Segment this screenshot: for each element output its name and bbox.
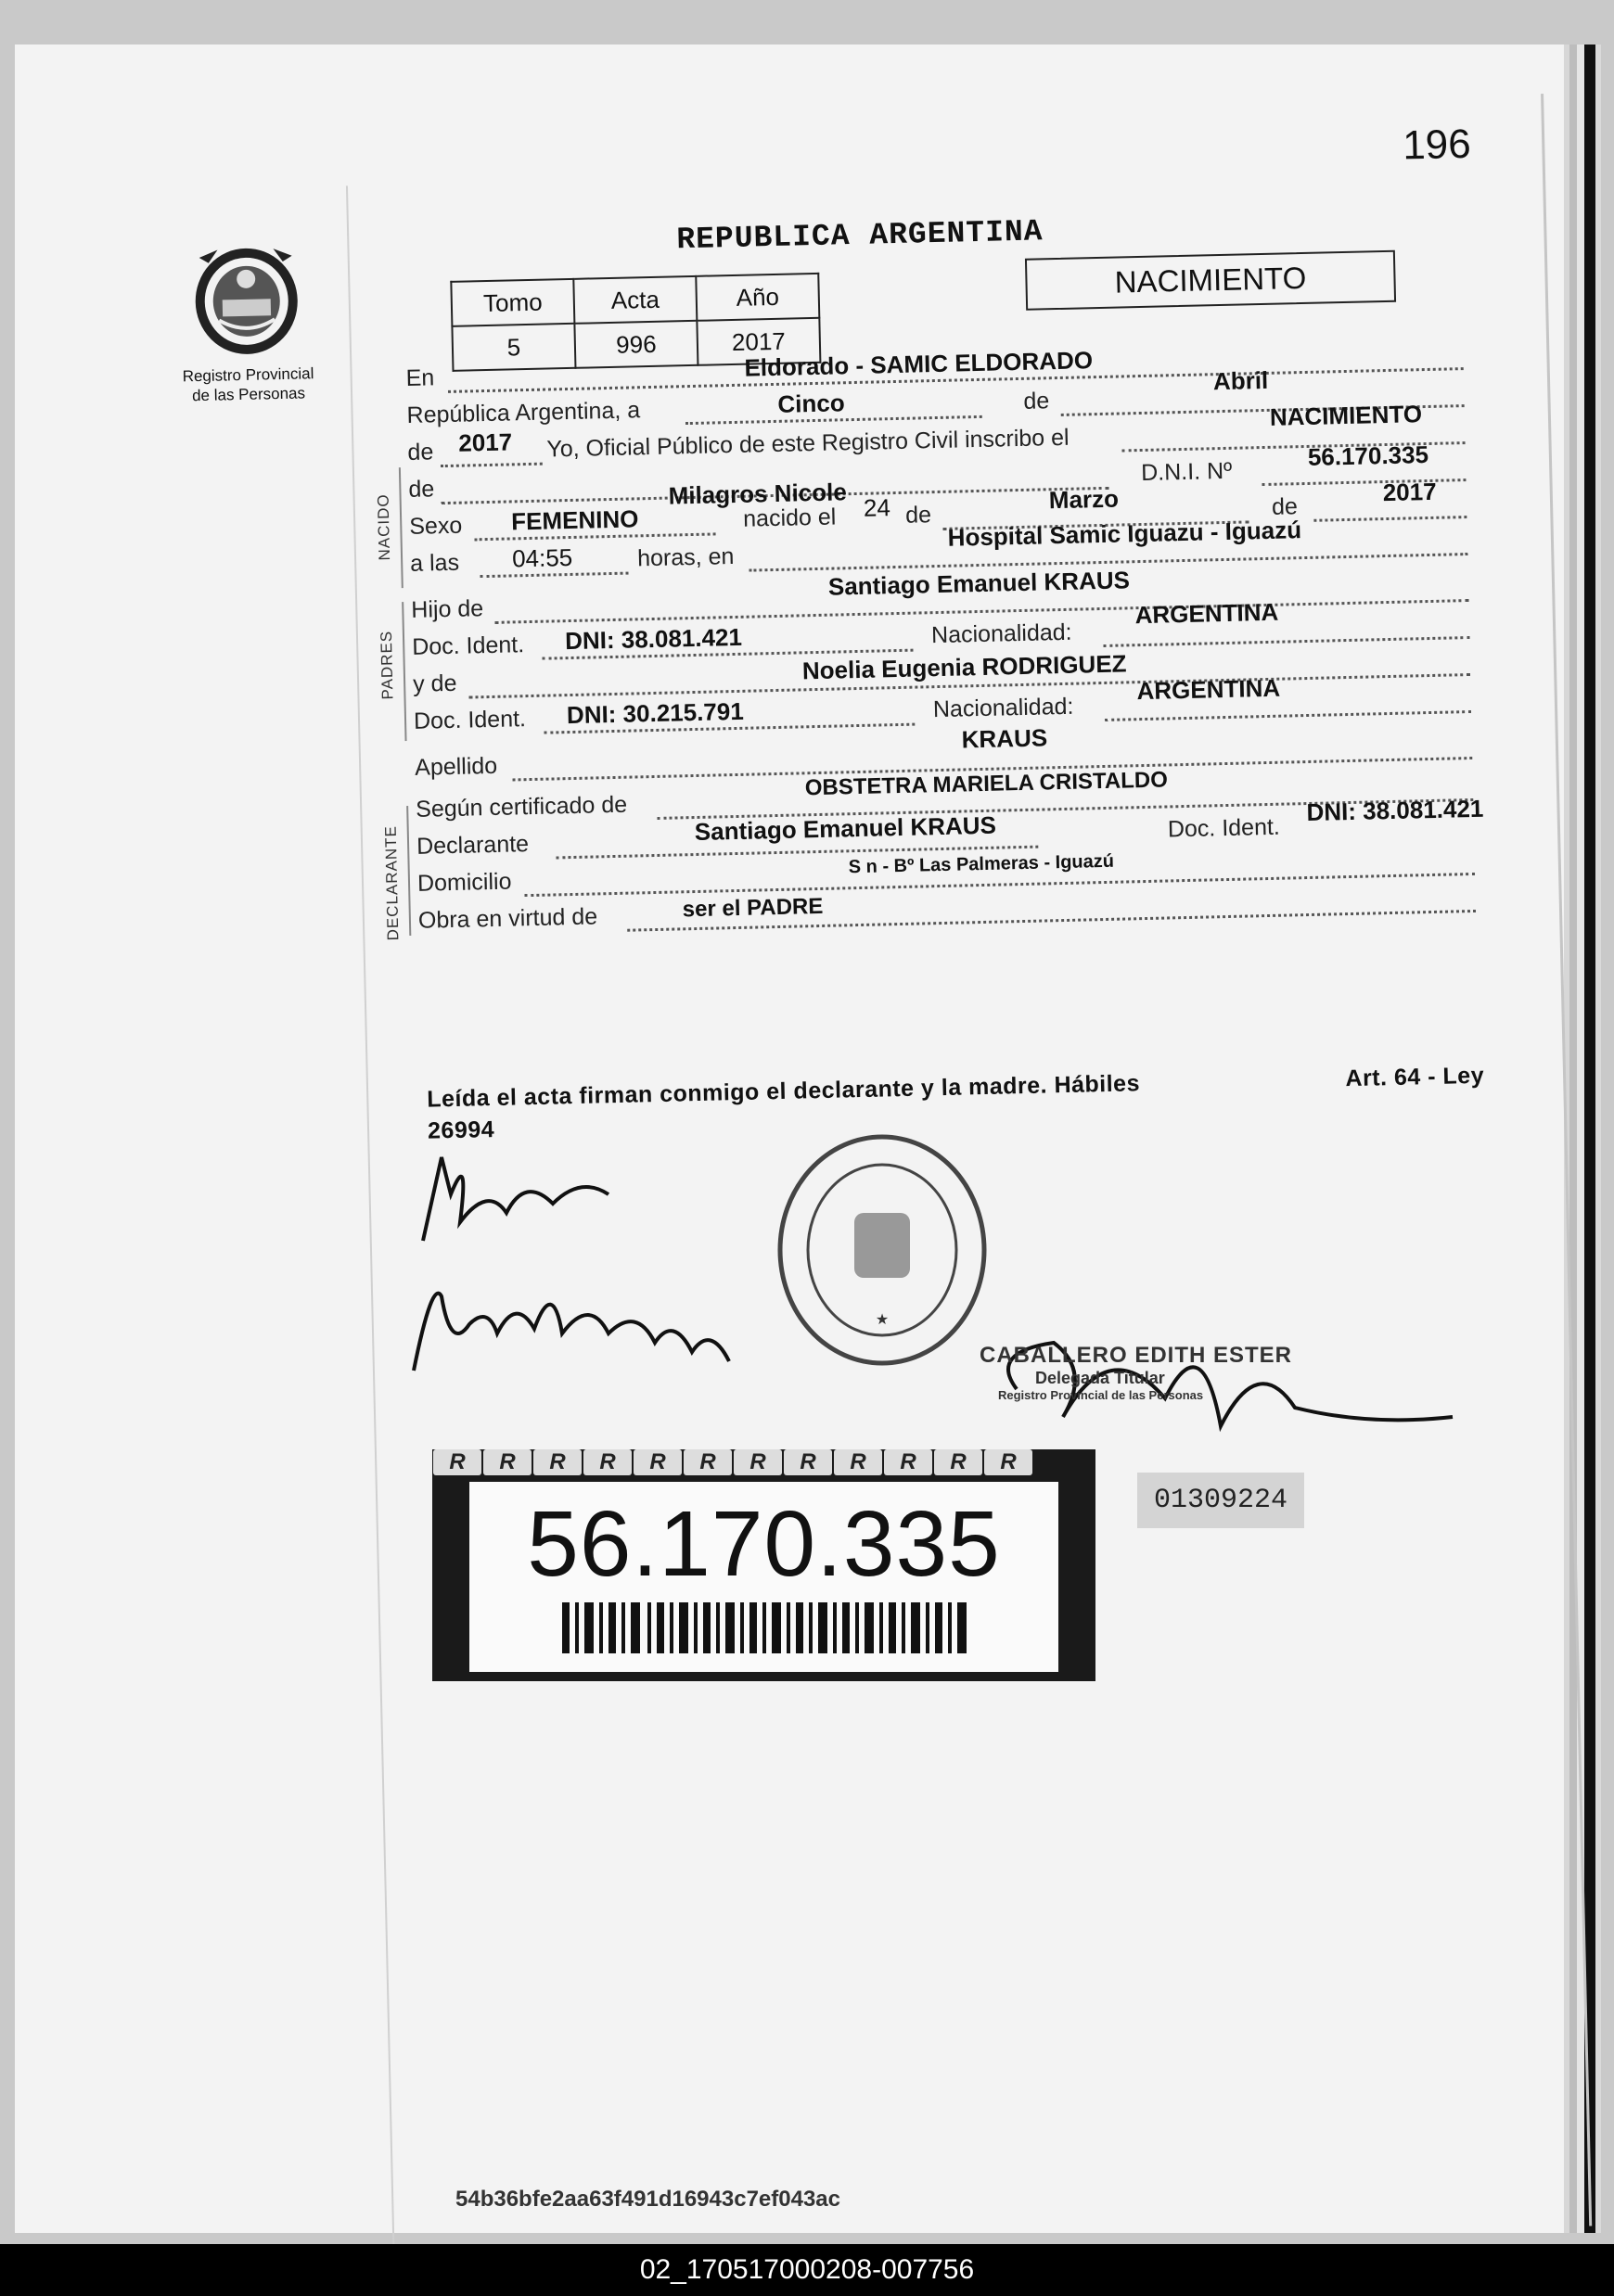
svg-text:★: ★ <box>875 1312 890 1328</box>
closing-text: Leída el acta firman conmigo el declarante y la madre. Hábiles <box>427 1070 1141 1113</box>
sticker-pattern: R R R R R R R R R R R R <box>432 1449 1095 1477</box>
official-stamp <box>980 1343 1332 1402</box>
register-value-anio: 2017 <box>697 318 820 365</box>
official-org: Registro Provincial de las Personas <box>998 1388 1204 1402</box>
logo-caption-line1: Registro Provincial <box>182 364 314 386</box>
label-obra-en-virtud: Obra en virtud de <box>417 903 598 934</box>
value-en-virtud: ser el PADRE <box>682 893 824 923</box>
value-padre-doc: DNI: 38.081.421 <box>564 622 743 656</box>
label-de-anio-nac: de <box>1271 493 1299 520</box>
value-mes-nac: Marzo <box>1048 484 1120 515</box>
value-madre-doc: DNI: 30.215.791 <box>566 696 745 730</box>
label-segun-certificado: Según certificado de <box>415 791 628 823</box>
mother-signature <box>395 1259 748 1389</box>
label-de-mes: de <box>1023 388 1050 415</box>
value-anio-acta: 2017 <box>457 427 513 457</box>
register-value-acta: 996 <box>574 321 698 368</box>
label-doc-ident-2: Doc. Ident. <box>413 706 527 734</box>
register-header-tomo: Tomo <box>451 279 574 326</box>
label-de-nombre: de <box>408 476 435 503</box>
value-tipo-inscripcion: NACIMIENTO <box>1269 400 1423 431</box>
control-number: 01309224 <box>1137 1473 1304 1528</box>
act-type-box: NACIMIENTO <box>1025 250 1396 311</box>
page-number: 196 <box>1402 121 1472 169</box>
value-padre: Santiago Emanuel KRAUS <box>827 566 1131 601</box>
value-declarante: Santiago Emanuel KRAUS <box>694 810 997 847</box>
document-hash: 54b36bfe2aa63f491d16943c7ef043ac <box>455 2187 840 2212</box>
value-padre-nacionalidad: ARGENTINA <box>1134 597 1279 630</box>
label-doc-ident-1: Doc. Ident. <box>411 631 525 660</box>
register-header-acta: Acta <box>573 276 697 324</box>
value-lugar: Eldorado - SAMIC ELDORADO <box>744 346 1094 382</box>
value-mes-acta: Abril <box>1212 365 1269 396</box>
label-dni: D.N.I. Nº <box>1140 457 1233 487</box>
sticker-number: 56.170.335 <box>527 1492 1001 1596</box>
value-dia-nac: 24 <box>863 493 891 522</box>
value-dia-acta: Cinco <box>777 389 845 418</box>
misiones-emblem-icon <box>180 242 313 356</box>
label-sexo: Sexo <box>408 512 463 540</box>
value-domicilio: S n - Bº Las Palmeras - Iguazú <box>848 850 1115 878</box>
register-value-tomo: 5 <box>452 324 575 371</box>
value-nombre: Milagros Nicole <box>668 478 848 510</box>
value-madre-nacionalidad: ARGENTINA <box>1136 673 1281 706</box>
label-republica: República Argentina, a <box>406 397 641 428</box>
label-yo-oficial: Yo, Oficial Público de este Registro Civil inscribo el <box>546 424 1070 463</box>
section-padres: PADRES <box>377 630 397 700</box>
value-apellido: KRAUS <box>961 723 1048 754</box>
label-y-de: y de <box>412 670 457 697</box>
label-nacionalidad-2: Nacionalidad: <box>932 693 1074 723</box>
id-sticker <box>432 1449 1095 1681</box>
section-nacido: NACIDO <box>374 493 394 561</box>
label-declarante: Declarante <box>416 831 530 860</box>
label-a-las: a las <box>409 549 460 577</box>
register-header-anio: Año <box>696 274 819 321</box>
label-nacido-el: nacido el <box>742 504 837 532</box>
logo-caption-line2: de las Personas <box>191 384 306 405</box>
declarant-signature <box>404 1139 646 1259</box>
document-page <box>15 45 1564 2233</box>
value-madre: Noelia Eugenia RODRIGUEZ <box>801 649 1127 685</box>
value-anio-nac: 2017 <box>1382 477 1437 507</box>
value-hora: 04:55 <box>511 542 573 573</box>
value-lugar-nac: Hospital Samic Iguazu - Iguazú <box>947 516 1302 552</box>
official-role: Delegada Titular <box>1035 1369 1165 1387</box>
registry-logo <box>143 241 351 406</box>
label-de-dia: de <box>904 502 932 529</box>
label-domicilio: Domicilio <box>416 868 512 897</box>
label-doc-ident-3: Doc. Ident. <box>1167 813 1281 843</box>
label-nacionalidad-1: Nacionalidad: <box>930 619 1072 649</box>
value-certificado: OBSTETRA MARIELA CRISTALDO <box>804 767 1169 801</box>
closing-article: Art. 64 - Ley <box>1345 1062 1485 1092</box>
official-name: CABALLERO EDITH ESTER <box>980 1343 1293 1368</box>
section-declarante: DECLARANTE <box>381 824 403 941</box>
file-caption: 02_170517000208-007756 <box>0 2244 1614 2296</box>
label-de-anio: de <box>407 439 434 466</box>
barcode-icon <box>562 1602 970 1653</box>
label-hijo-de: Hijo de <box>411 595 484 623</box>
label-apellido: Apellido <box>414 752 498 781</box>
document-title: REPUBLICA ARGENTINA <box>675 214 1044 258</box>
value-dni: 56.170.335 <box>1307 440 1429 471</box>
label-horas-en: horas, en <box>636 542 735 572</box>
label-en: En <box>405 364 435 391</box>
closing-law: 26994 <box>427 1116 495 1144</box>
registry-seal <box>771 1129 993 1371</box>
sticker-label <box>469 1482 1058 1672</box>
fold-line <box>1541 94 1592 2226</box>
value-sexo: FEMENINO <box>510 504 639 536</box>
value-declarante-doc: DNI: 38.081.421 <box>1306 794 1484 827</box>
